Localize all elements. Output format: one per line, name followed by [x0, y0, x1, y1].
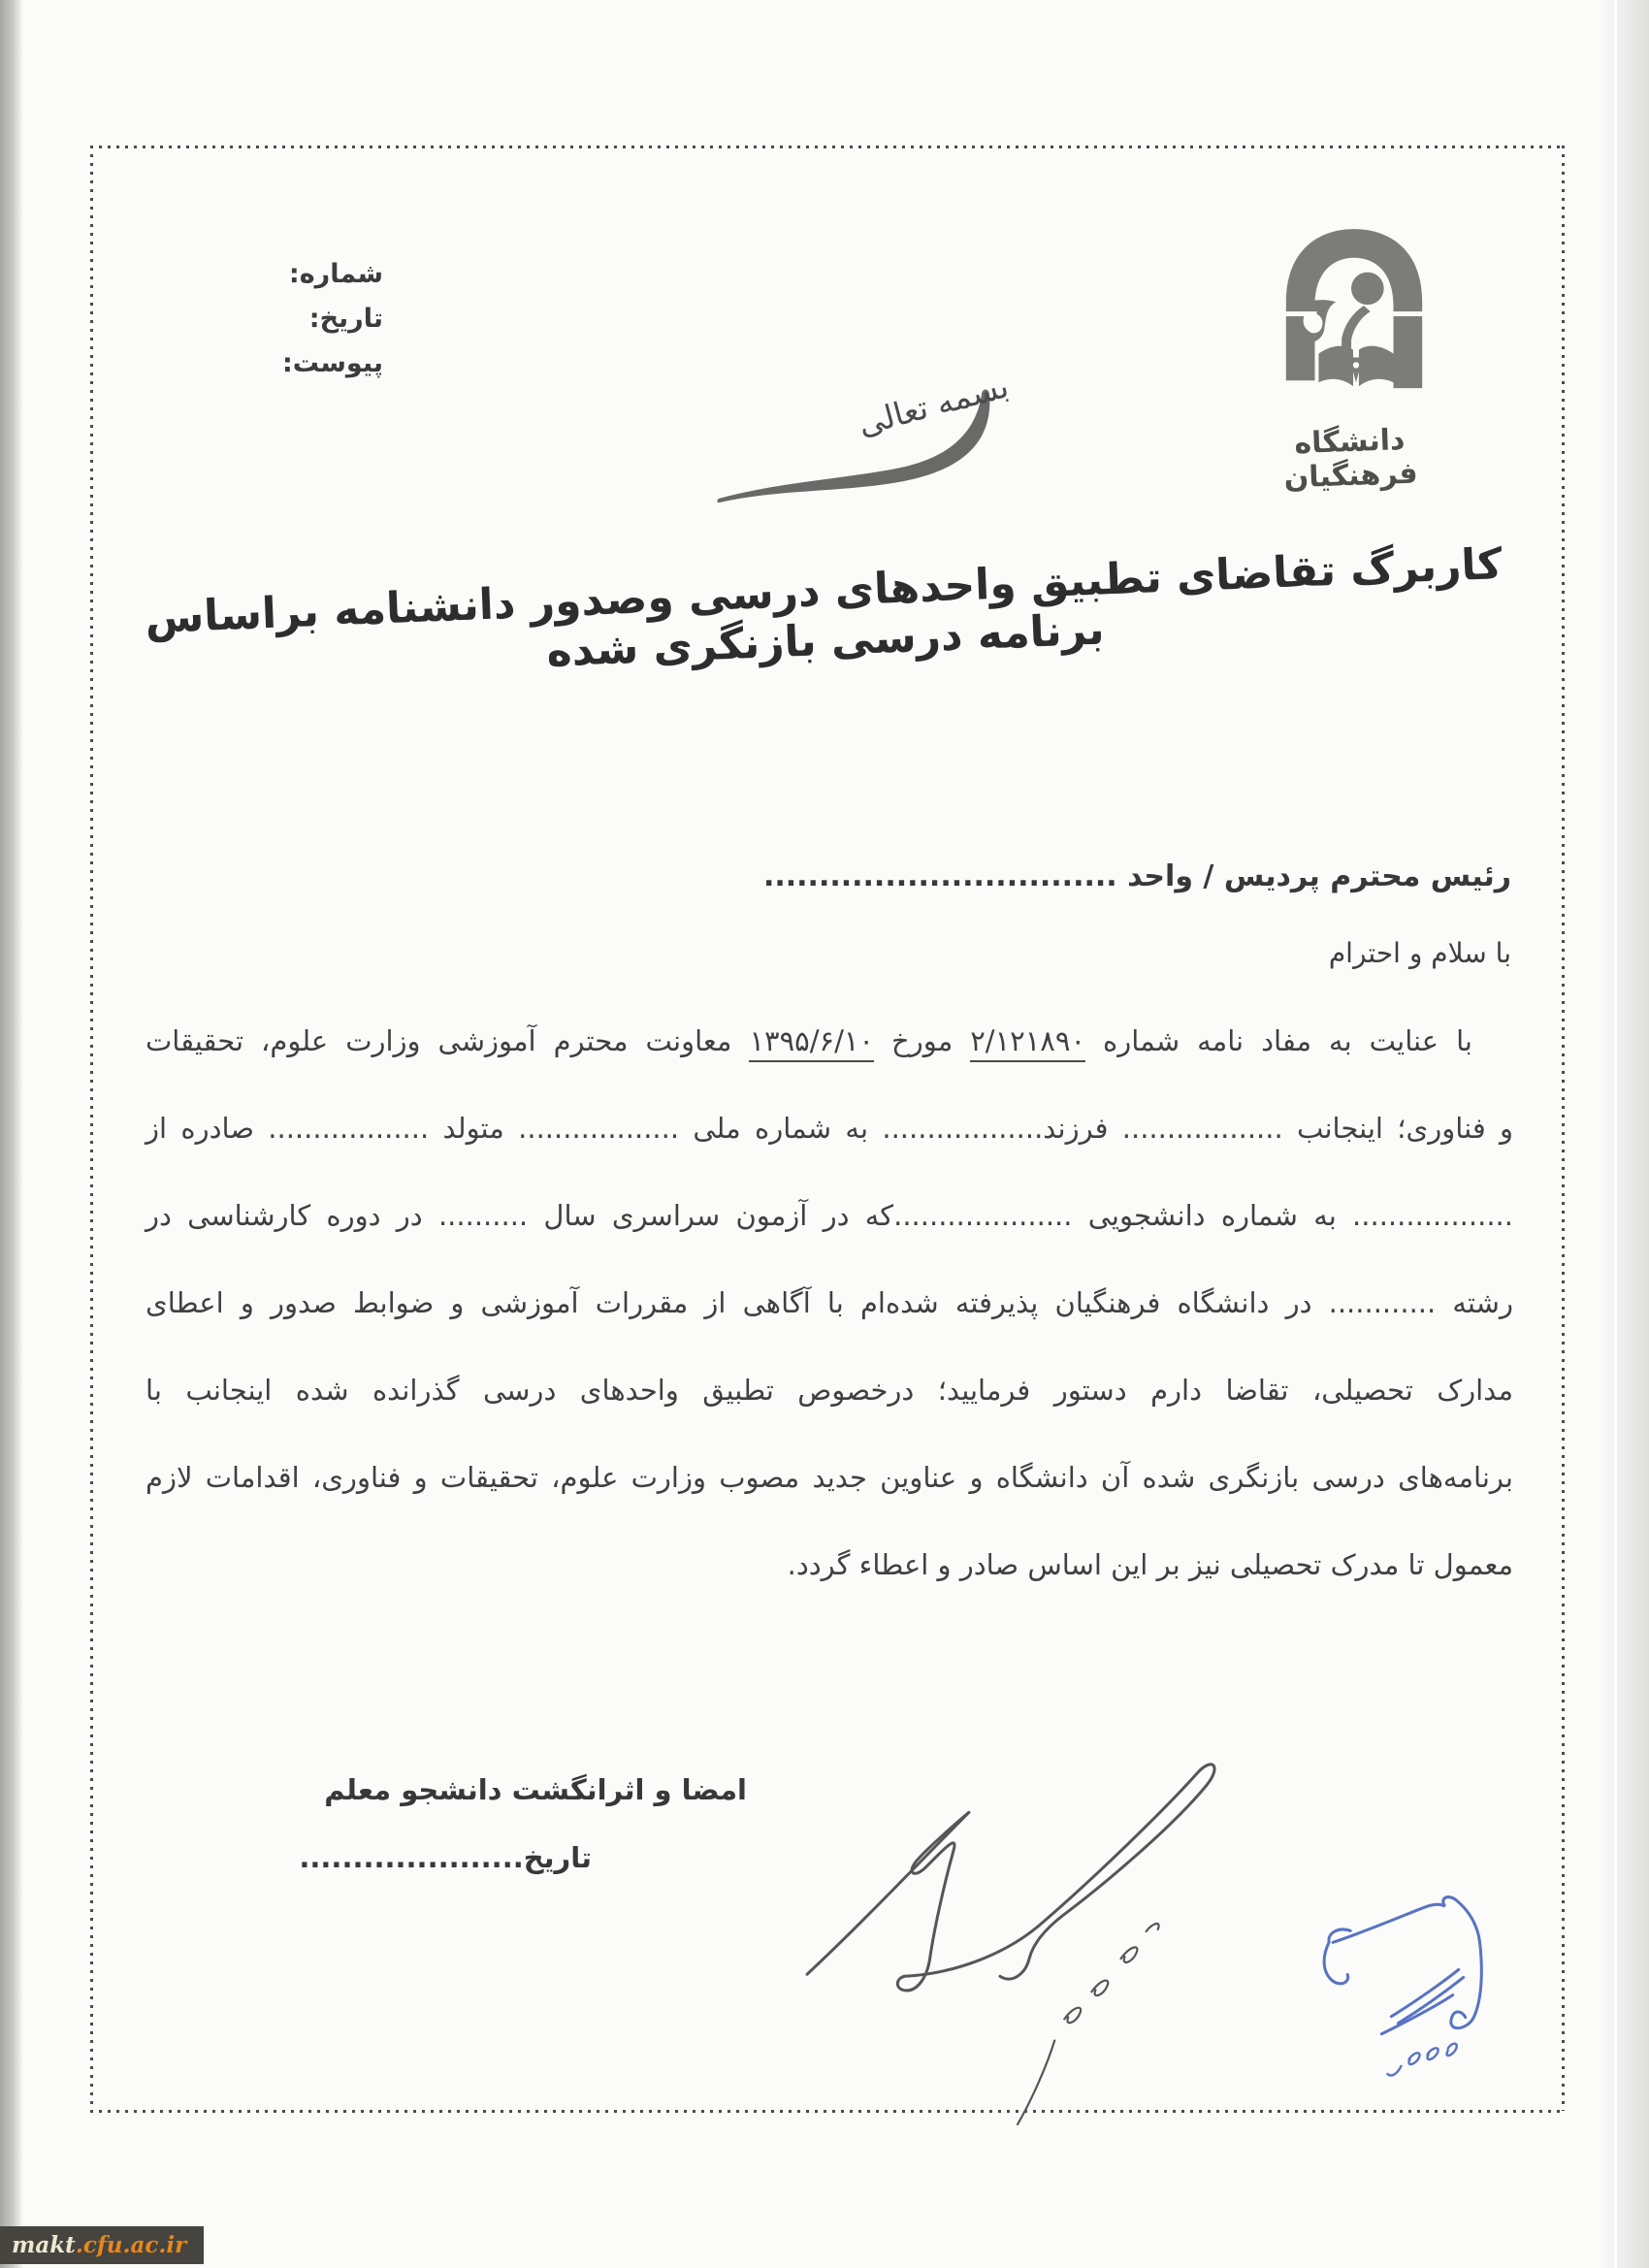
dotted-border-left — [90, 146, 93, 2111]
addressee-line: رئیس محترم پردیس / واحد ................................ — [762, 859, 1511, 893]
body-line-1-suffix: معاونت محترم آموزشی وزارت علوم، تحقیقات — [146, 1024, 750, 1057]
farhangian-emblem-icon — [1273, 217, 1436, 419]
watermark-badge — [0, 2226, 204, 2264]
salutation-line: با سلام و احترام — [1328, 937, 1511, 969]
student-signature-icon — [803, 1719, 1222, 2138]
body-line-7: معمول تا مدرک تحصیلی نیز بر این اساس صادر و اعطاء گردد. — [787, 1548, 1513, 1581]
date-label: تاریخ: — [308, 304, 383, 334]
number-label: شماره: — [288, 259, 383, 289]
paper-edge-seam — [1614, 0, 1617, 2268]
signature-date-line: تاریخ..................... — [299, 1841, 592, 1874]
dotted-border-top — [90, 146, 1562, 148]
watermark-domain: .cfu.ac.ir — [75, 2232, 187, 2258]
scanner-edge-right — [1599, 0, 1649, 2268]
reference-number: ۲/۱۲۱۸۹۰ — [970, 1024, 1085, 1062]
scanner-edge-left — [0, 0, 23, 2268]
form-title: کاربرگ تقاضای تطبیق واحدهای درسی وصدور دانشنامه براساس برنامه درسی بازنگری شده — [144, 538, 1504, 677]
letter-body — [146, 997, 1513, 1608]
signature-fingerprint-label: امضا و اثرانگشت دانشجو معلم — [324, 1773, 747, 1806]
reference-date: ۱۳۹۵/۶/۱۰ — [749, 1024, 874, 1062]
bismillah-text: بسمه تعالی — [854, 367, 1014, 443]
watermark-site: makt — [12, 2232, 76, 2258]
university-logo-icon — [1273, 217, 1436, 419]
body-line-4: رشته ............ در دانشگاه فرهنگیان پذیرفته شده‌ام با آگاهی از مقررات آموزشی و ضوابط صدور و اعطای — [146, 1286, 1513, 1319]
attachment-label: پیوست: — [281, 348, 383, 378]
body-line-2: و فناوری؛ اینجانب .................. فرزند.................. به شماره ملی .................. متولد .................. صادره از — [146, 1112, 1513, 1145]
bismillah-calligraphy — [669, 365, 1014, 537]
body-line-3: .................. به شماره دانشجویی ....................که در آزمون سراسری سال .......... در دوره کارشناسی در — [146, 1199, 1513, 1232]
dotted-border-right — [1562, 146, 1565, 2111]
body-line-5: مدارک تحصیلی، تقاضا دارم دستور فرمایید؛ درخصوص تطبیق واحدهای درسی گذرانده شده اینجانب با — [146, 1374, 1513, 1407]
body-line-1 — [146, 997, 1513, 1085]
body-line-6: برنامه‌های درسی بازنگری شده آن دانشگاه و عناوین جدید مصوب وزارت علوم، تحقیقات و فناوری، اقدامات لازم — [146, 1461, 1513, 1494]
university-name: دانشگاه فرهنگیان — [1283, 423, 1419, 496]
letterhead-meta — [281, 252, 383, 386]
body-line-1-prefix: با عنایت به مفاد نامه شماره — [1085, 1024, 1472, 1057]
body-line-1-middle: مورخ — [874, 1024, 971, 1057]
blue-ink-signature-icon — [1300, 1874, 1529, 2084]
